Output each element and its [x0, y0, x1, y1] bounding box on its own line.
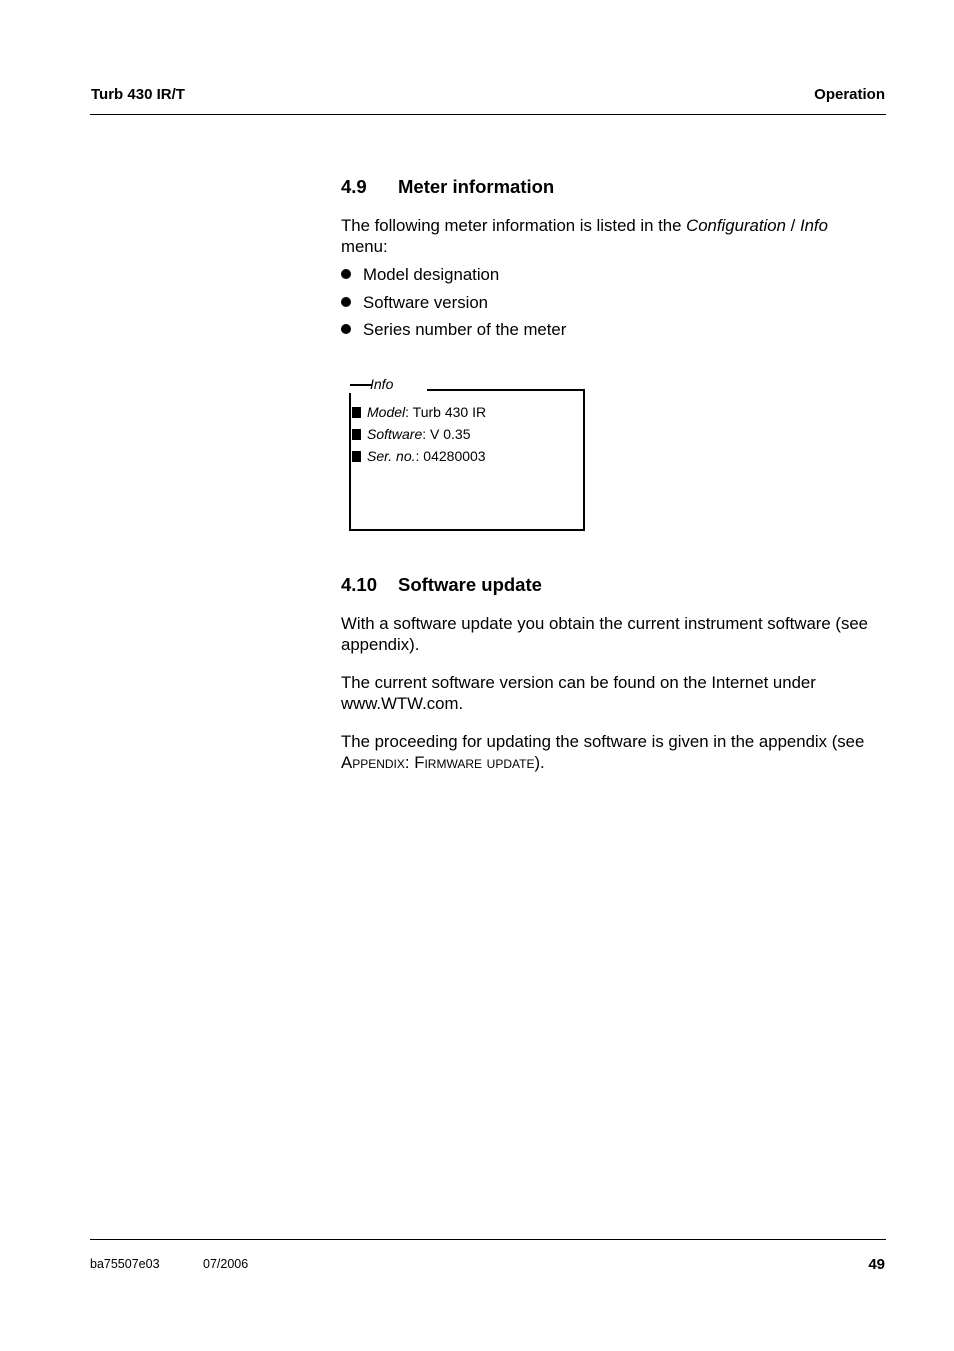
meter-intro-paragraph: The following meter information is listed in the Configuration / Info menu: — [341, 216, 828, 256]
section-title: Meter information — [398, 176, 555, 197]
cross-reference-firmware-update: Appendix: Firmware update — [341, 753, 535, 772]
footer-rule — [90, 1239, 886, 1240]
page-number: 49 — [868, 1256, 885, 1273]
section-heading-software-update — [341, 574, 542, 596]
footer-date: 07/2006 — [203, 1257, 249, 1271]
list-item: Software version — [341, 292, 488, 313]
header-product-name: Turb 430 IR/T — [91, 86, 185, 103]
menu-path-configuration: Configuration — [686, 216, 786, 235]
footer-document-code: ba75507e03 — [90, 1257, 160, 1271]
section-title: Software update — [398, 574, 542, 595]
info-row-serial-number: Ser. no.: 04280003 — [352, 447, 486, 465]
section-heading-meter-information — [341, 176, 554, 198]
header-rule — [90, 114, 886, 115]
list-item: Series number of the meter — [341, 319, 566, 340]
section-number: 4.9 — [341, 176, 367, 197]
bullet-icon — [341, 324, 351, 334]
bullet-icon — [341, 297, 351, 307]
info-row-software: Software: V 0.35 — [352, 425, 471, 443]
list-item: Model designation — [341, 264, 499, 285]
menu-path-info: Info — [799, 216, 828, 235]
square-bullet-icon — [352, 429, 361, 440]
info-display-title: Info — [370, 376, 394, 392]
software-update-paragraph-2: The current software version can be found on the Internet under www.WTW.com. — [341, 673, 816, 713]
square-bullet-icon — [352, 407, 361, 418]
bullet-icon — [341, 269, 351, 279]
section-number: 4.10 — [341, 574, 378, 595]
software-update-paragraph-1: With a software update you obtain the current instrument software (see appendix). — [341, 614, 869, 654]
header-chapter-name: Operation — [814, 86, 885, 103]
info-row-model: Model: Turb 430 IR — [352, 403, 486, 421]
software-update-paragraph-3: The proceeding for updating the software is given in the appendix (see Appendix: Firmware update). — [341, 732, 865, 772]
square-bullet-icon — [352, 451, 361, 462]
